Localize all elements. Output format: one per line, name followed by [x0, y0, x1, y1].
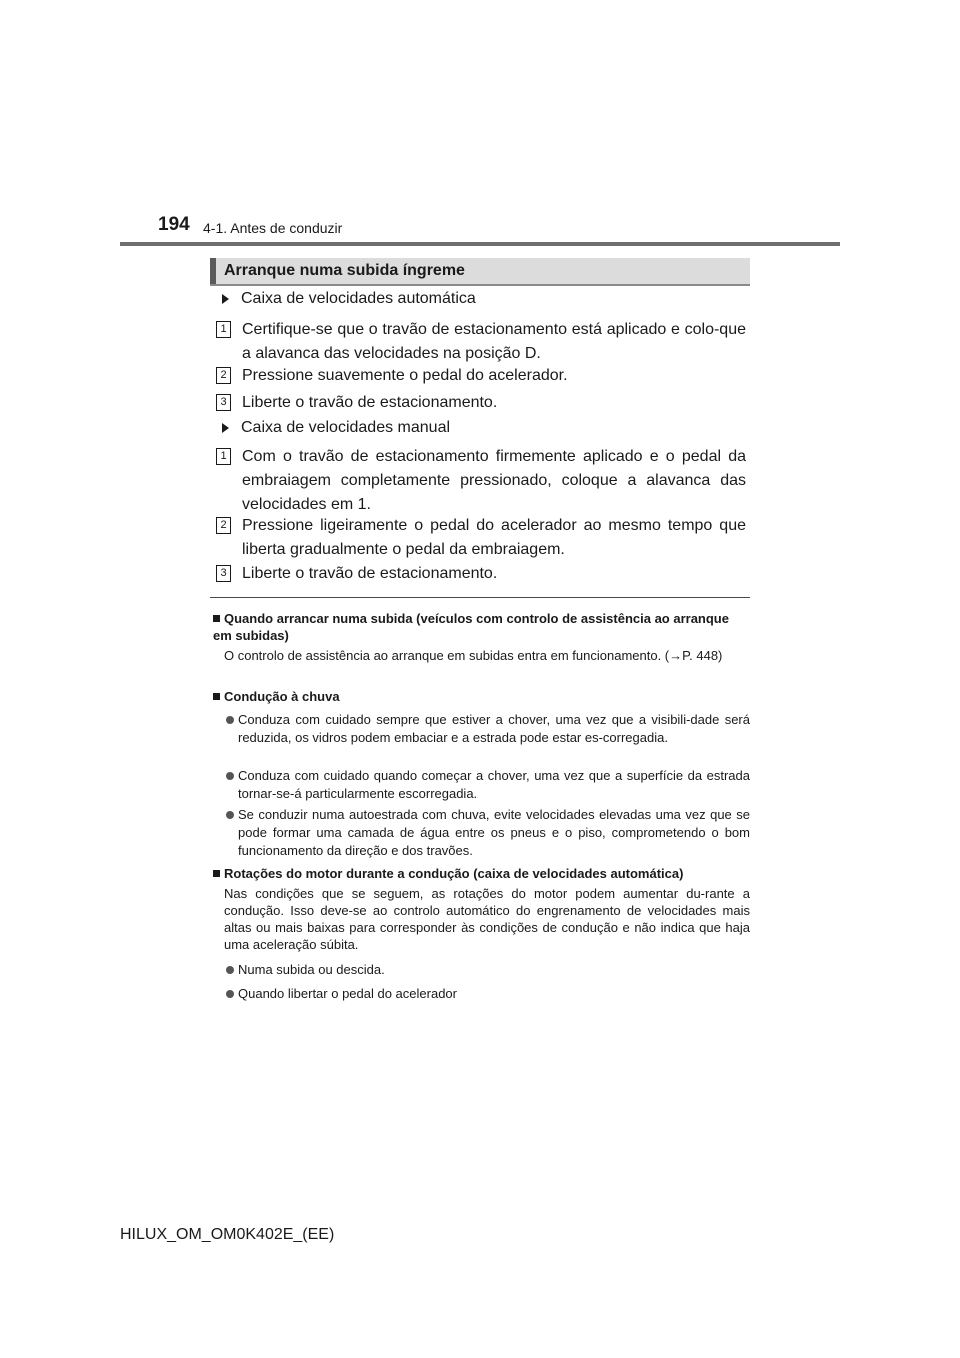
step-number-badge: 3: [216, 565, 231, 582]
header-rule: [120, 242, 840, 246]
automatic-subheading: [222, 290, 476, 308]
step-text: Pressione ligeiramente o pedal do acelerador ao mesmo tempo que liberta gradualmente o pedal da embraiagem.: [242, 517, 746, 558]
note-hill-start: [213, 610, 750, 664]
rain-bullet-1: [226, 711, 750, 747]
automatic-step-2: [216, 364, 746, 388]
note-rain: [213, 688, 750, 705]
note-title: Quando arrancar numa subida (veículos com controlo de assistência ao arranque em subidas): [213, 611, 729, 643]
note-body: O controlo de assistência ao arranque em subidas entra em funcionamento. (→P. 448): [224, 648, 723, 663]
note-body: Nas condições que se seguem, as rotações do motor podem aumentar du-rante a condução. Isso deve-se ao controlo automático do engrenamento de velocidades mais altas ou mais baixas para corresponder às condições de condução e não indica que haja uma aceleração súbita.: [224, 886, 750, 952]
bullet-text: Conduza com cuidado sempre que estiver a chover, uma vez que a visibili-dade será reduzida, os vidros podem embaciar e a estrada pode estar es-corregadia.: [238, 712, 750, 745]
note-heading: [213, 610, 750, 644]
manual-step-1: [216, 445, 746, 517]
automatic-title: Caixa de velocidades automática: [241, 290, 476, 307]
rain-bullet-2: [226, 767, 750, 803]
bullet-text: Quando libertar o pedal do acelerador: [238, 986, 457, 1001]
step-text: Pressione suavemente o pedal do acelerador.: [242, 367, 568, 384]
section-heading-bar: [210, 258, 216, 284]
bullet-dot-icon: [226, 990, 234, 998]
rain-bullet-3: [226, 806, 750, 860]
page-number: 194: [158, 214, 190, 235]
arrow-right-icon: [222, 294, 229, 304]
note-heading: [213, 865, 750, 882]
step-text: Liberte o travão de estacionamento.: [242, 394, 498, 411]
manual-subheading: [222, 419, 450, 437]
bullet-dot-icon: [226, 772, 234, 780]
notes-divider: [210, 597, 750, 598]
step-number-badge: 1: [216, 321, 231, 338]
step-text: Certifique-se que o travão de estacionamento está aplicado e colo-que a alavanca das velocidades na posição D.: [242, 321, 746, 362]
note-heading: [213, 688, 750, 705]
bullet-text: Se conduzir numa autoestrada com chuva, evite velocidades elevadas uma vez que se pode formar uma camada de água entre os pneus e o piso, comprometendo o bom funcionamento da direção e dos travões.: [238, 807, 750, 858]
step-text: Liberte o travão de estacionamento.: [242, 565, 498, 582]
step-number-badge: 2: [216, 517, 231, 534]
manual-step-2: [216, 514, 746, 562]
manual-title: Caixa de velocidades manual: [241, 419, 451, 436]
note-title: Condução à chuva: [224, 689, 340, 704]
step-text: Com o travão de estacionamento firmemente aplicado e o pedal da embraiagem completamente pressionado, coloque a alavanca das velocidades em 1.: [242, 448, 746, 513]
rpm-bullet-1: [226, 961, 750, 979]
square-bullet-icon: [213, 870, 220, 877]
manual-step-3: [216, 562, 746, 586]
arrow-right-icon: [222, 423, 229, 433]
rpm-bullet-2: [226, 985, 750, 1003]
section-heading: [210, 258, 750, 286]
note-title: Rotações do motor durante a condução (caixa de velocidades automática): [224, 866, 684, 881]
step-number-badge: 1: [216, 448, 231, 465]
section-title: Arranque numa subida íngreme: [224, 262, 465, 279]
bullet-text: Numa subida ou descida.: [238, 962, 385, 977]
bullet-dot-icon: [226, 716, 234, 724]
step-number-badge: 3: [216, 394, 231, 411]
square-bullet-icon: [213, 615, 220, 622]
automatic-step-1: [216, 318, 746, 366]
note-engine-rpm: [213, 865, 750, 953]
square-bullet-icon: [213, 693, 220, 700]
automatic-step-3: [216, 391, 746, 415]
footer-code: HILUX_OM_OM0K402E_(EE): [120, 1226, 335, 1243]
chapter-title: 4-1. Antes de conduzir: [203, 220, 343, 236]
bullet-dot-icon: [226, 811, 234, 819]
bullet-dot-icon: [226, 966, 234, 974]
step-number-badge: 2: [216, 367, 231, 384]
bullet-text: Conduza com cuidado quando começar a chover, uma vez que a superfície da estrada tornar-se-á particularmente escorregadia.: [238, 768, 750, 801]
